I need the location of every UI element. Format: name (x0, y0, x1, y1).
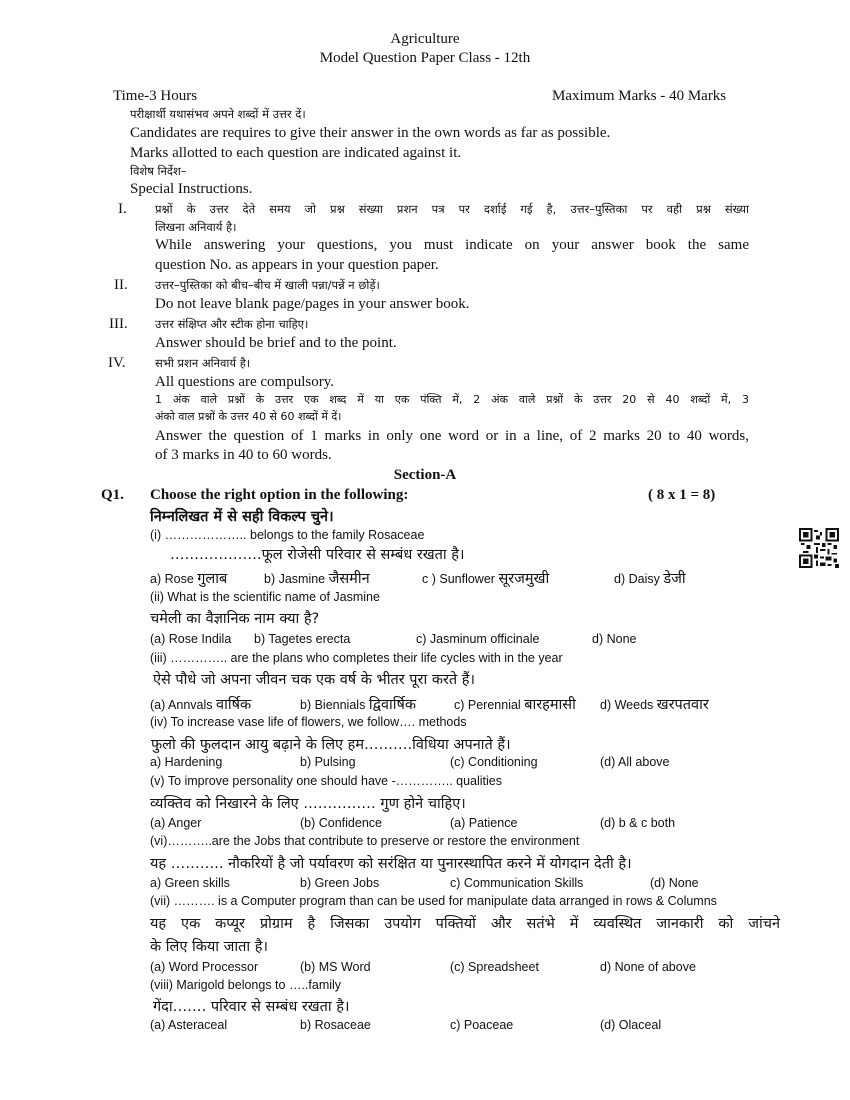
question-item-en: (i) ……………….. belongs to the family Rosaceae (150, 528, 425, 542)
instruction-english: All questions are compulsory. (155, 374, 334, 390)
question-item-en: (iii) ………….. are the plans who completes their life cycles with in the year (150, 651, 563, 665)
option: (a) Word Processor (150, 960, 259, 974)
instruction-english: of 3 marks in 40 to 60 words. (155, 447, 332, 463)
instruction-hindi: प्रश्नों के उत्तर देते समय जो प्रश्न संख्या प्रशन पत्र पर दर्शाई गई है, उत्तर–पुस्तिका पर वही प्रश्न संख्या (155, 202, 749, 216)
general-hindi-1: परीक्षार्थी यथासंभव अपने शब्दों में उत्तर दें। (130, 107, 306, 121)
instruction-hindi: उत्तर–पुस्तिका को बीच–बीच में खाली पन्ना/पन्नें न छोड़ें। (155, 278, 380, 292)
instruction-numeral: IV. (108, 355, 126, 371)
option: (a) Rose Indila (150, 632, 232, 646)
instruction-numeral: I. (118, 201, 127, 217)
question-item-hi: ऐसे पौधे जो अपना जीवन चक एक वर्ष के भीतर पूरा करते हैं। (153, 672, 475, 688)
question-number: Q1. (101, 487, 124, 503)
option: b) Tagetes erecta (254, 632, 351, 646)
option: (d) None (650, 876, 699, 890)
question-item-en: (vii) ………. is a Computer program than can be used for manipulate data arranged in rows & Columns (150, 894, 717, 908)
option: (d) All above (600, 755, 670, 769)
instruction-hindi: उत्तर संक्षिप्त और स्टीक होना चाहिए। (155, 317, 309, 331)
question-item-en: (vi)………..are the Jobs that contribute to preserve or restore the environment (150, 834, 580, 848)
option: (b) Confidence (300, 816, 382, 830)
time-label: Time-3 Hours (113, 88, 198, 104)
instruction-english: Answer should be brief and to the point. (155, 335, 397, 351)
instruction-numeral: III. (109, 316, 128, 332)
option: b) Green Jobs (300, 876, 380, 890)
option: c) Communication Skills (450, 876, 584, 890)
question-item-en: (viii) Marigold belongs to …..family (150, 978, 342, 992)
question-item-en: (v) To improve personality one should have -………….. qualities (150, 774, 503, 788)
question-item-en: (iv) To increase vase life of flowers, we follow…. methods (150, 715, 467, 729)
question-marks: ( 8 x 1 = 8) (648, 487, 716, 503)
option: c) Jasminum officinale (416, 632, 540, 646)
instruction-english: Answer the question of 1 marks in only one word or in a line, of 2 marks 20 to 40 words, (155, 428, 749, 444)
option: (c) Conditioning (450, 755, 538, 769)
question-item-en: (ii) What is the scientific name of Jasmine (150, 590, 380, 604)
instruction-hindi: 1 अंक वाले प्रश्नों के उत्तर एक शब्द में या एक पंक्ति में, 2 अंक वाले प्रश्नों के उत्तर 20 से 40 शब्दों में, 3 (155, 393, 749, 406)
question-item-hi: व्यक्तिव को निखारने के लिए …………… गुण होने चाहिए। (150, 796, 466, 812)
option: d) None of above (600, 960, 696, 974)
special-hindi: विशेष निर्देश– (130, 164, 187, 178)
subject-title: Agriculture (390, 31, 460, 47)
question-item-hi: गेंदा……. परिवार से सम्बंध रखता है। (153, 999, 350, 1015)
question-item-hi: चमेली का वैज्ञानिक नाम क्या है? (150, 611, 320, 627)
option: (d) Olaceal (600, 1018, 662, 1032)
option: a) Green skills (150, 876, 230, 890)
option: d) Weeds खरपतवार (600, 697, 709, 713)
instruction-english: question No. as appears in your question paper. (155, 257, 439, 273)
instruction-english: Do not leave blank page/pages in your answer book. (155, 296, 470, 312)
option: a) Rose गुलाब (150, 571, 228, 587)
option: (a) Anger (150, 816, 202, 830)
option: c) Poaceae (450, 1018, 514, 1032)
question-hindi: निम्नलिखत में से सही विकल्प चुने। (150, 509, 334, 525)
question-item-hi: ……………….फूल रोजेसी परिवार से सम्बंध रखता है। (170, 547, 465, 563)
general-english-1: Candidates are requires to give their answer in the own words as far as possible. (130, 125, 611, 141)
option: c ) Sunflower सूरजमुखी (422, 571, 550, 587)
option: d) Daisy डेजी (614, 571, 686, 587)
qr-code-icon (799, 528, 839, 568)
option: b) Biennials द्विवार्षिक (300, 697, 416, 713)
question-item-hi: यह ……….. नौकरियों है जो पर्यावरण को सरंक्षित या पुनारस्थापित करने में योगदान देती है। (150, 856, 632, 872)
option: c) Perennial बारहमासी (454, 697, 576, 713)
instruction-hindi: लिखना अनिवार्य है। (155, 220, 237, 234)
instruction-hindi: अंको वाल प्रश्नों के उत्तर 40 से 60 शब्दों में दें। (155, 410, 342, 423)
option: (b) MS Word (300, 960, 371, 974)
option: (a) Annvals वार्षिक (150, 697, 252, 713)
option: a) Hardening (150, 755, 223, 769)
option: (c) Spreadsheet (450, 960, 539, 974)
section-title: Section-A (393, 467, 457, 483)
option: d) None (592, 632, 637, 646)
instruction-hindi: सभी प्रशन अनिवार्य है। (155, 356, 251, 370)
general-english-2: Marks allotted to each question are indicated against it. (130, 145, 462, 161)
option: (d) b & c both (600, 816, 676, 830)
paper-title: Model Question Paper Class - 12th (319, 50, 531, 66)
option: (a) Patience (450, 816, 518, 830)
question-item-hi: फुलो की फुलदान आयु बढ़ाने के लिए हम……….विधिया अपनाते हैं। (151, 737, 511, 753)
question-item-hi: के लिए किया जाता है। (150, 939, 268, 955)
question-text: Choose the right option in the following: (150, 487, 409, 503)
option: b) Pulsing (300, 755, 356, 769)
instruction-english: While answering your questions, you must indicate on your answer book the same (155, 237, 749, 253)
instruction-numeral: II. (114, 277, 128, 293)
option: (a) Asteraceal (150, 1018, 228, 1032)
max-marks-label: Maximum Marks - 40 Marks (552, 88, 727, 104)
option: b) Rosaceae (300, 1018, 371, 1032)
option: b) Jasmine जैसमीन (264, 571, 370, 587)
special-english: Special Instructions. (130, 181, 253, 197)
question-item-hi: यह एक कप्यूर प्रोग्राम है जिसका उपयोग पक्तियों और सतंभे में व्यवस्थित जानकारी को जांचने (150, 916, 780, 932)
